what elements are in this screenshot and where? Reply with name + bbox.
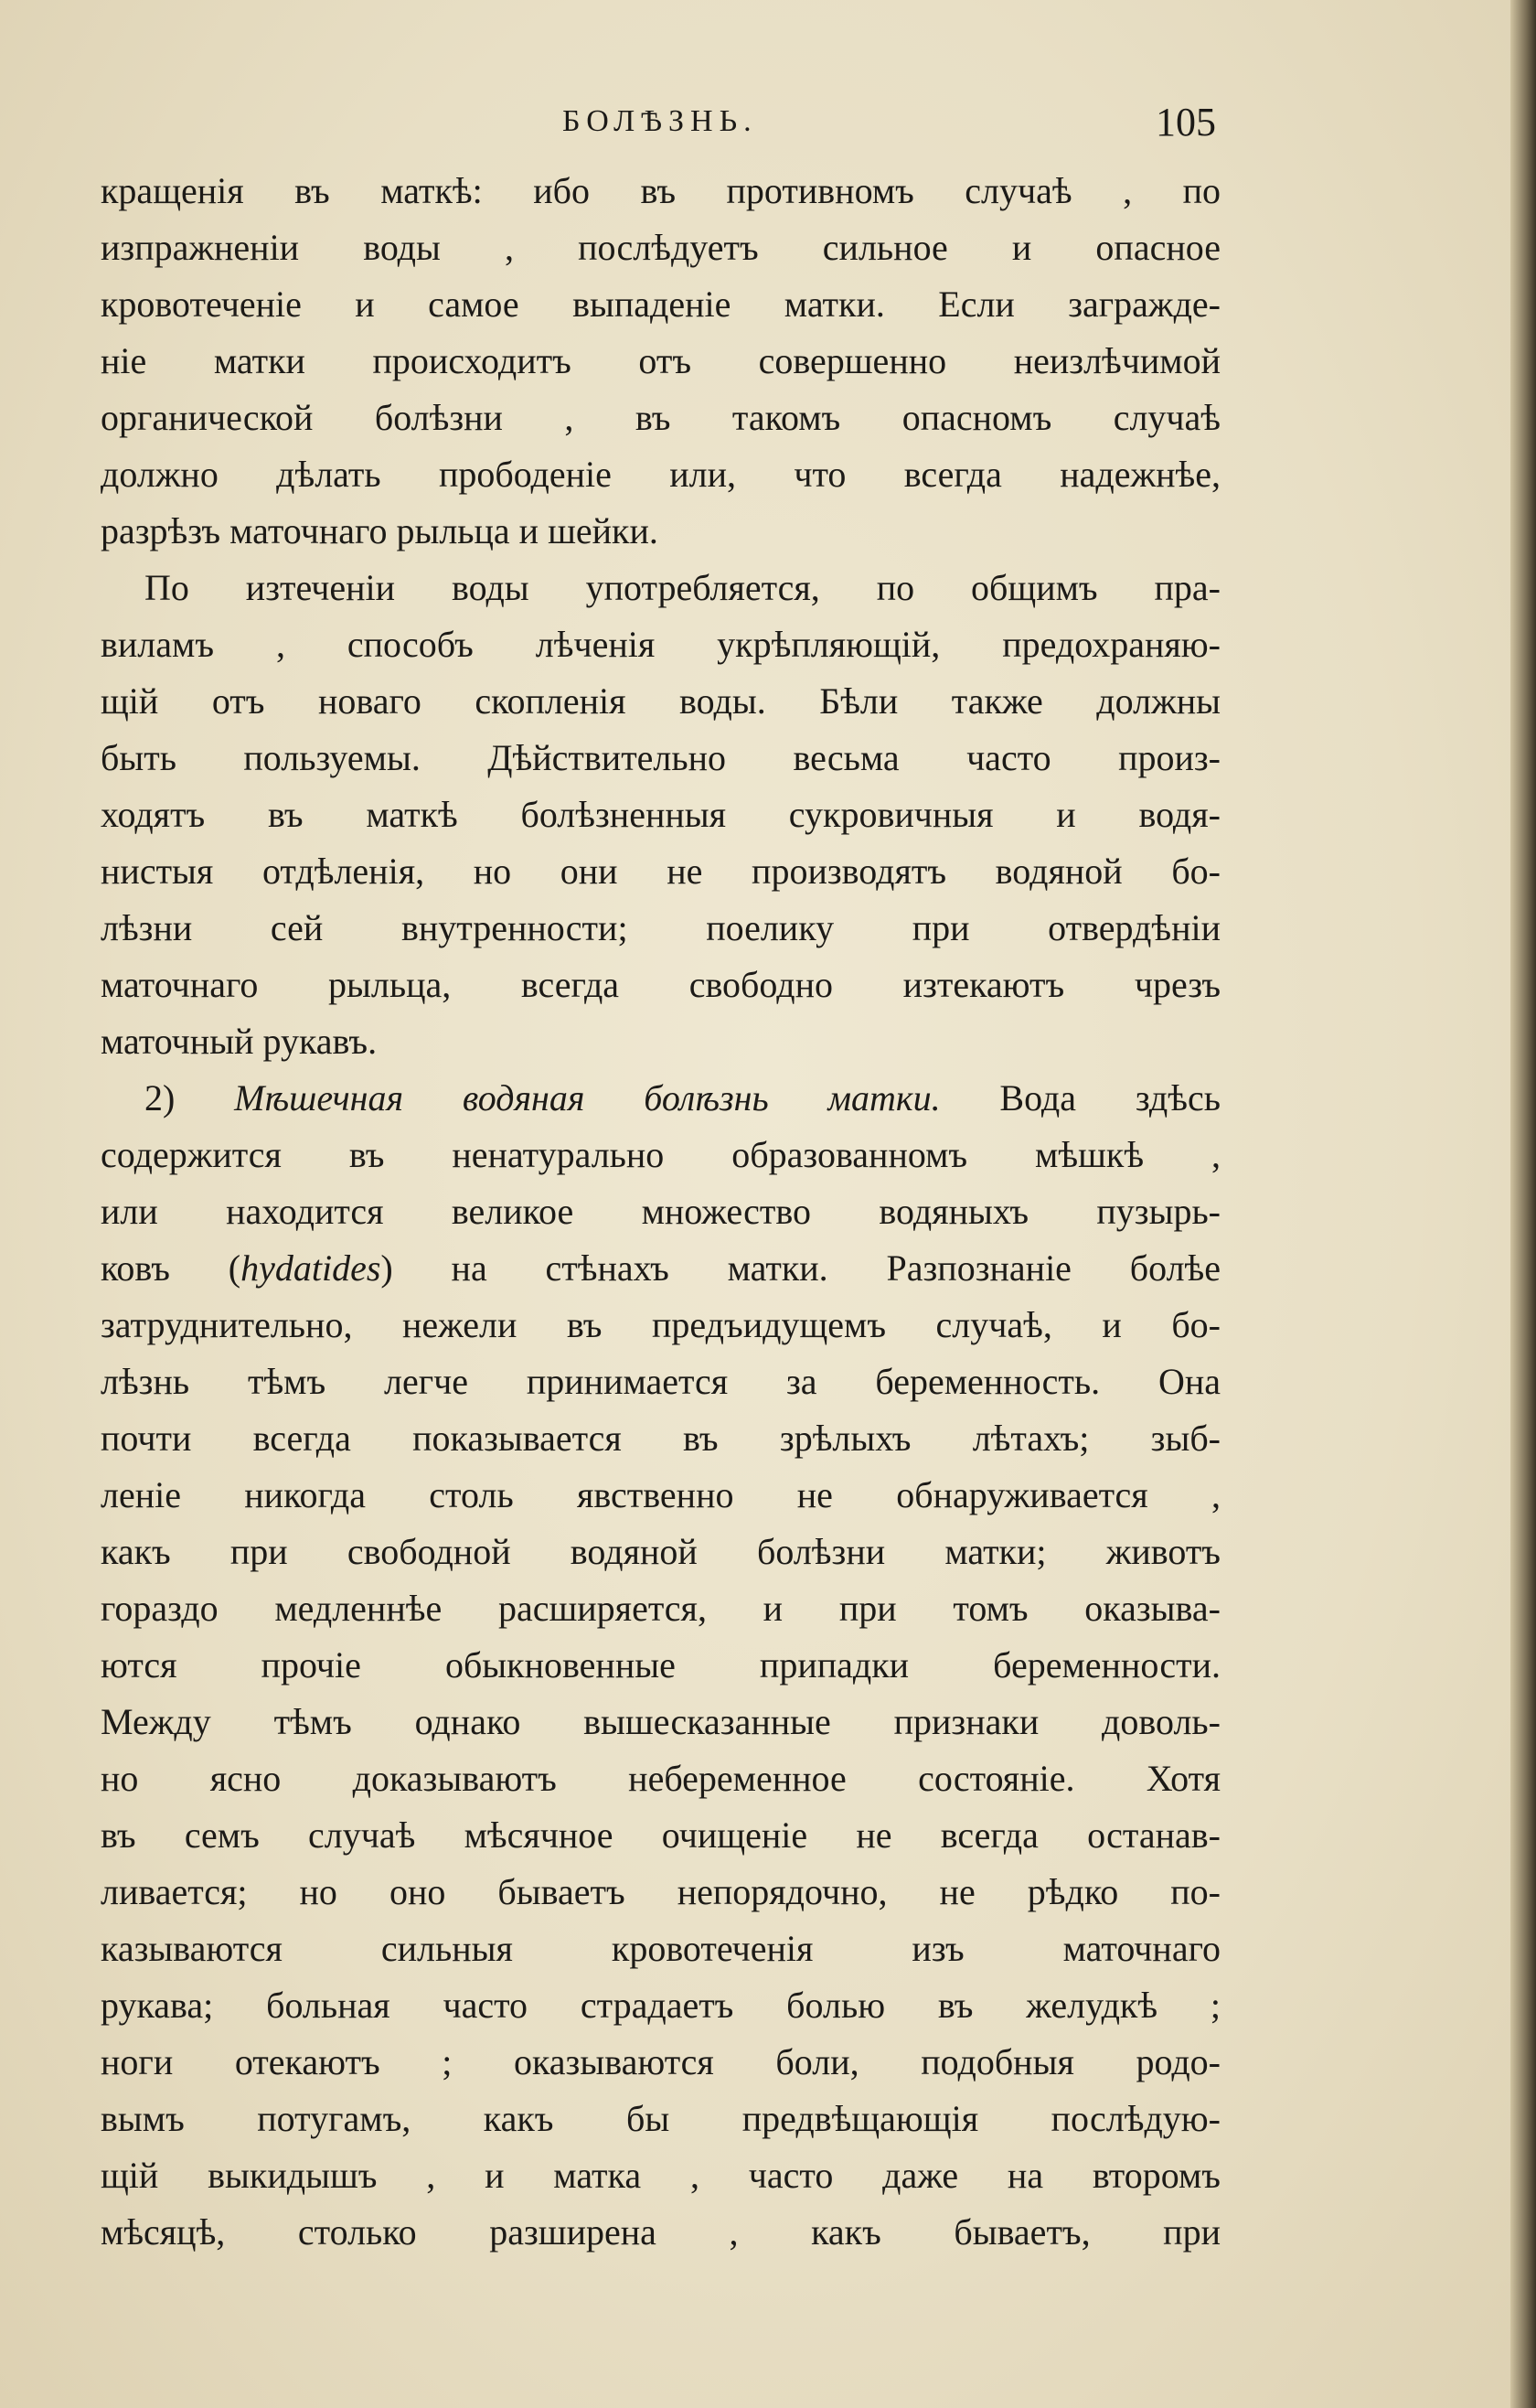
text-line: казываются сильныя кровотеченія изъ маточнаго: [101, 1928, 1221, 1969]
text-line: щій выкидышъ , и матка , часто даже на второмъ: [101, 2155, 1221, 2196]
text-line: вымъ потугамъ, какъ бы предвѣщающія послѣдую-: [101, 2098, 1221, 2139]
text-line: содержится въ ненатурально образованномъ мѣшкѣ ,: [101, 1134, 1221, 1175]
paragraph-2: [101, 560, 1221, 1070]
text-line: затруднительно, нежели въ предъидущемъ случаѣ, и бо-: [101, 1304, 1221, 1345]
text-line: разрѣзъ маточнаго рыльца и шейки.: [101, 510, 658, 551]
text-line: ются прочіе обыкновенные припадки беременности.: [101, 1644, 1221, 1686]
text-line: или находится великое множество водяныхъ пузырь-: [101, 1191, 1221, 1232]
text-line: виламъ , способъ лѣченія укрѣпляющій, предохраняю-: [101, 624, 1221, 665]
text-fragment: ковъ (: [101, 1247, 241, 1289]
page-number: 105: [1156, 100, 1216, 144]
text-line: нистыя отдѣленія, но они не производятъ водяной бо-: [101, 851, 1221, 892]
text-line: щій отъ новаго скопленія воды. Бѣли также должны: [101, 680, 1221, 722]
text-fragment: ) на стѣнахъ матки. Разпознаніе болѣе: [380, 1247, 1221, 1289]
paragraph-1: [101, 163, 1221, 560]
text-line: быть пользуемы. Дѣйствительно весьма часто произ-: [101, 737, 1221, 778]
paragraph-3: [101, 1070, 1221, 2261]
text-line: должно дѣлать прободеніе или, что всегда надежнѣе,: [101, 454, 1221, 495]
text-line: ливается; но оно бываетъ непорядочно, не рѣдко по-: [101, 1871, 1221, 1912]
page-header: [101, 99, 1216, 154]
text-line: кровотеченіе и самое выпаденіе матки. Если загражде-: [101, 284, 1221, 325]
body-text: [101, 163, 1221, 2261]
text-line: мѣсяцѣ, столько разширена , какъ бываетъ, при: [101, 2211, 1221, 2253]
section-number: 2): [144, 1077, 176, 1118]
text-line: маточнаго рыльца, всегда свободно изтекаютъ чрезъ: [101, 964, 1221, 1005]
text-line: какъ при свободной водяной болѣзни матки; животъ: [101, 1531, 1221, 1572]
text-line: ходятъ въ маткѣ болѣзненныя сукровичныя и водя-: [101, 794, 1221, 835]
text-line: гораздо медленнѣе расширяется, и при томъ оказыва-: [101, 1588, 1221, 1629]
section-text: Вода здѣсь: [999, 1077, 1221, 1118]
text-line: рукава; больная часто страдаетъ болью въ желудкѣ ;: [101, 1985, 1221, 2026]
text-line: маточный рукавъ.: [101, 1021, 378, 1062]
text-line: лѣзни сей внутренности; поелику при отвердѣніи: [101, 907, 1221, 948]
latin-term: hydatides: [240, 1247, 381, 1289]
text-line: Между тѣмъ однако вышесказанные признаки доволь-: [101, 1701, 1221, 1742]
section-title: Мѣшечная водяная болѣзнь матки.: [234, 1077, 941, 1118]
running-title: БОЛѢЗНЬ.: [562, 104, 758, 138]
text-line: леніе никогда столь явственно не обнаруживается ,: [101, 1474, 1221, 1515]
text-line: органической болѣзни , въ такомъ опасномъ случаѣ: [101, 397, 1221, 438]
text-line: ноги отекаютъ ; оказываются боли, подобныя родо-: [101, 2041, 1221, 2082]
text-line: но ясно доказываютъ небеременное состояніе. Хотя: [101, 1758, 1221, 1799]
text-line: По изтеченіи воды употребляется, по общимъ пра-: [144, 567, 1221, 608]
text-line: ніе матки происходитъ отъ совершенно неизлѣчимой: [101, 340, 1221, 381]
text-line: почти всегда показывается въ зрѣлыхъ лѣтахъ; зыб-: [101, 1418, 1221, 1459]
text-line: кращенія въ маткѣ: ибо въ противномъ случаѣ , по: [101, 170, 1221, 211]
section-heading-line: [101, 1070, 1221, 1127]
text-line: лѣзнь тѣмъ легче принимается за беременность. Она: [101, 1361, 1221, 1402]
page-binding-shadow: [1510, 0, 1536, 2408]
text-line: изпражненіи воды , послѣдуетъ сильное и опасное: [101, 227, 1221, 268]
text-line: въ семъ случаѣ мѣсячное очищеніе не всегда останав-: [101, 1814, 1221, 1856]
hydatides-line: [101, 1240, 1221, 1297]
